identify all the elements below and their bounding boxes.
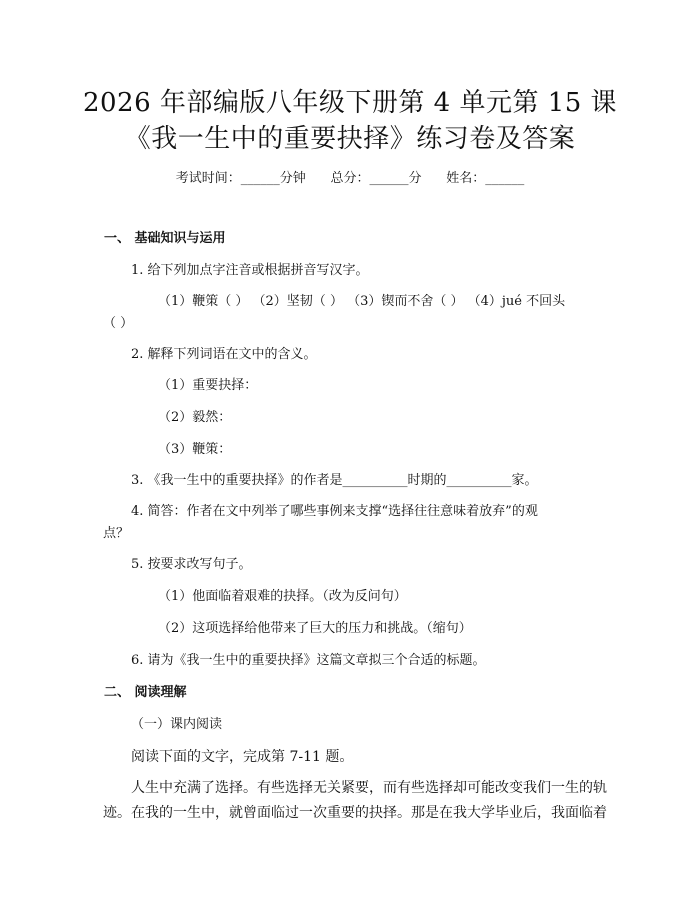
passage-line-1: 人生中充满了选择。有些选择无关紧要，而有些选择却可能改变我们一生的轨 [131, 780, 607, 796]
question-5-item-2: （2）这项选择给他带来了巨大的压力和挑战。（缩句） [158, 621, 472, 636]
question-2-item-1: （1）重要抉择： [158, 378, 258, 393]
question-4-cont: 点？ [103, 526, 130, 541]
section1-heading: 一、 基础知识与运用 [104, 231, 226, 246]
section2-heading: 二、 阅读理解 [104, 685, 187, 700]
question-1: 1. 给下列加点字注音或根据拼音写汉字。 [131, 263, 369, 278]
document-title-line1: 2026 年部编版八年级下册第 4 单元第 15 课 [82, 88, 618, 118]
question-3: 3. 《我一生中的重要抉择》的作者是__________时期的__________家。 [131, 473, 538, 488]
question-1-items-cont: （ ） [103, 316, 134, 331]
question-5: 5. 按要求改写句子。 [131, 557, 252, 572]
question-1-items: （1）鞭策（ ） （2）坚韧（ ） （3）锲而不舍（ ） （4）jué 不回头 [158, 294, 566, 309]
question-6: 6. 请为《我一生中的重要抉择》这篇文章拟三个合适的标题。 [131, 653, 486, 668]
question-2: 2. 解释下列词语在文中的含义。 [131, 347, 317, 362]
passage-line-2: 迹。在我的一生中，就曾面临过一次重要的抉择。那是在我大学毕业后，我面临着 [103, 805, 607, 821]
question-5-item-1: （1）他面临着艰难的抉择。（改为反问句） [158, 589, 407, 604]
document-title-line2: 《我一生中的重要抉择》练习卷及答案 [124, 124, 576, 154]
exam-info: 考试时间：______分钟 总分：______分 姓名：______ [175, 171, 525, 186]
question-4: 4. 简答：作者在文中列举了哪些事例来支撑“选择往往意味着放弃”的观 [131, 504, 538, 519]
reading-instruction: 阅读下面的文字，完成第 7-11 题。 [131, 749, 354, 765]
section2-subheading: （一）课内阅读 [131, 717, 223, 732]
question-2-item-3: （3）鞭策： [158, 442, 232, 457]
question-2-item-2: （2）毅然： [158, 410, 232, 425]
